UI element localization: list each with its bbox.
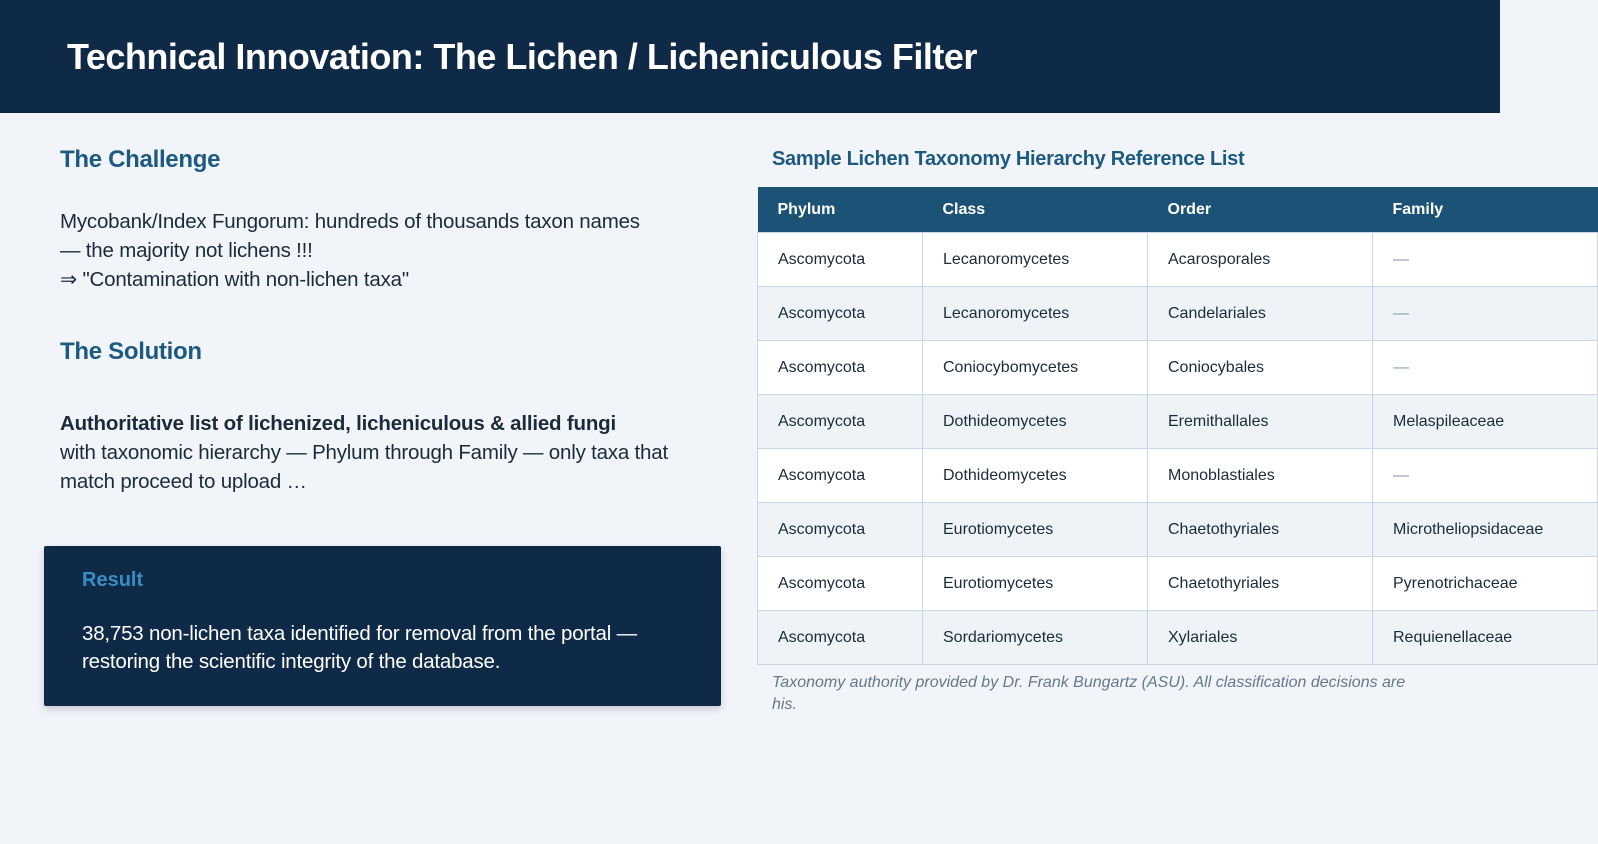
taxonomy-table-container <box>757 187 1544 665</box>
challenge-heading: The Challenge <box>60 146 221 173</box>
cell-family: Microtheliopsidaceae <box>1373 503 1598 557</box>
solution-heading: The Solution <box>60 338 202 365</box>
cell-family: Requienellaceae <box>1373 611 1598 665</box>
cell-order: Xylariales <box>1148 611 1373 665</box>
cell-order: Chaetothyriales <box>1148 557 1373 611</box>
cell-class: Eurotiomycetes <box>923 503 1148 557</box>
cell-phylum: Ascomycota <box>758 503 923 557</box>
cell-family: — <box>1373 233 1598 287</box>
cell-order: Eremithallales <box>1148 395 1373 449</box>
result-text: 38,753 non-lichen taxa identified for removal from the portal — restoring the scientific integrity of the database. <box>82 622 637 673</box>
cell-phylum: Ascomycota <box>758 341 923 395</box>
cell-family: — <box>1373 287 1598 341</box>
cell-class: Lecanoromycetes <box>923 233 1148 287</box>
table-row <box>758 557 1598 611</box>
column-header-phylum: Phylum <box>758 187 923 233</box>
table-header-row <box>758 187 1598 233</box>
table-row <box>758 395 1598 449</box>
page-title: Technical Innovation: The Lichen / Licheniculous Filter <box>67 36 977 77</box>
cell-order: Monoblastiales <box>1148 449 1373 503</box>
challenge-line: ⇒ "Contamination with non-lichen taxa" <box>60 268 409 291</box>
table-row <box>758 287 1598 341</box>
cell-family: — <box>1373 449 1598 503</box>
cell-phylum: Ascomycota <box>758 287 923 341</box>
challenge-line: Mycobank/Index Fungorum: hundreds of thousands taxon names <box>60 210 640 233</box>
cell-phylum: Ascomycota <box>758 557 923 611</box>
column-header-family: Family <box>1373 187 1598 233</box>
column-header-order: Order <box>1148 187 1373 233</box>
result-label: Result <box>82 569 144 591</box>
table-title: Sample Lichen Taxonomy Hierarchy Reference List <box>772 148 1245 170</box>
table-row <box>758 233 1598 287</box>
taxonomy-authority-note: Taxonomy authority provided by Dr. Frank Bungartz (ASU). All classification decisions are his. <box>772 674 1406 713</box>
table-row <box>758 503 1598 557</box>
taxonomy-table <box>757 187 1598 665</box>
cell-family: Pyrenotrichaceae <box>1373 557 1598 611</box>
cell-phylum: Ascomycota <box>758 395 923 449</box>
cell-class: Coniocybomycetes <box>923 341 1148 395</box>
result-card <box>44 546 721 706</box>
challenge-line: — the majority not lichens !!! <box>60 239 313 262</box>
solution-bold-line: Authoritative list of lichenized, licheniculous & allied fungi <box>60 412 616 435</box>
cell-class: Lecanoromycetes <box>923 287 1148 341</box>
challenge-text <box>60 207 740 294</box>
solution-text <box>60 409 720 496</box>
cell-phylum: Ascomycota <box>758 449 923 503</box>
cell-family: Melaspileaceae <box>1373 395 1598 449</box>
table-row <box>758 449 1598 503</box>
cell-phylum: Ascomycota <box>758 233 923 287</box>
cell-class: Eurotiomycetes <box>923 557 1148 611</box>
cell-order: Candelariales <box>1148 287 1373 341</box>
cell-order: Coniocybales <box>1148 341 1373 395</box>
cell-phylum: Ascomycota <box>758 611 923 665</box>
header-bar <box>0 0 1500 113</box>
solution-detail: with taxonomic hierarchy — Phylum through Family — only taxa that match proceed to upload … <box>60 441 668 493</box>
cell-class: Sordariomycetes <box>923 611 1148 665</box>
table-row <box>758 341 1598 395</box>
cell-class: Dothideomycetes <box>923 395 1148 449</box>
cell-class: Dothideomycetes <box>923 449 1148 503</box>
cell-family: — <box>1373 341 1598 395</box>
table-row <box>758 611 1598 665</box>
cell-order: Chaetothyriales <box>1148 503 1373 557</box>
cell-order: Acarosporales <box>1148 233 1373 287</box>
column-header-class: Class <box>923 187 1148 233</box>
